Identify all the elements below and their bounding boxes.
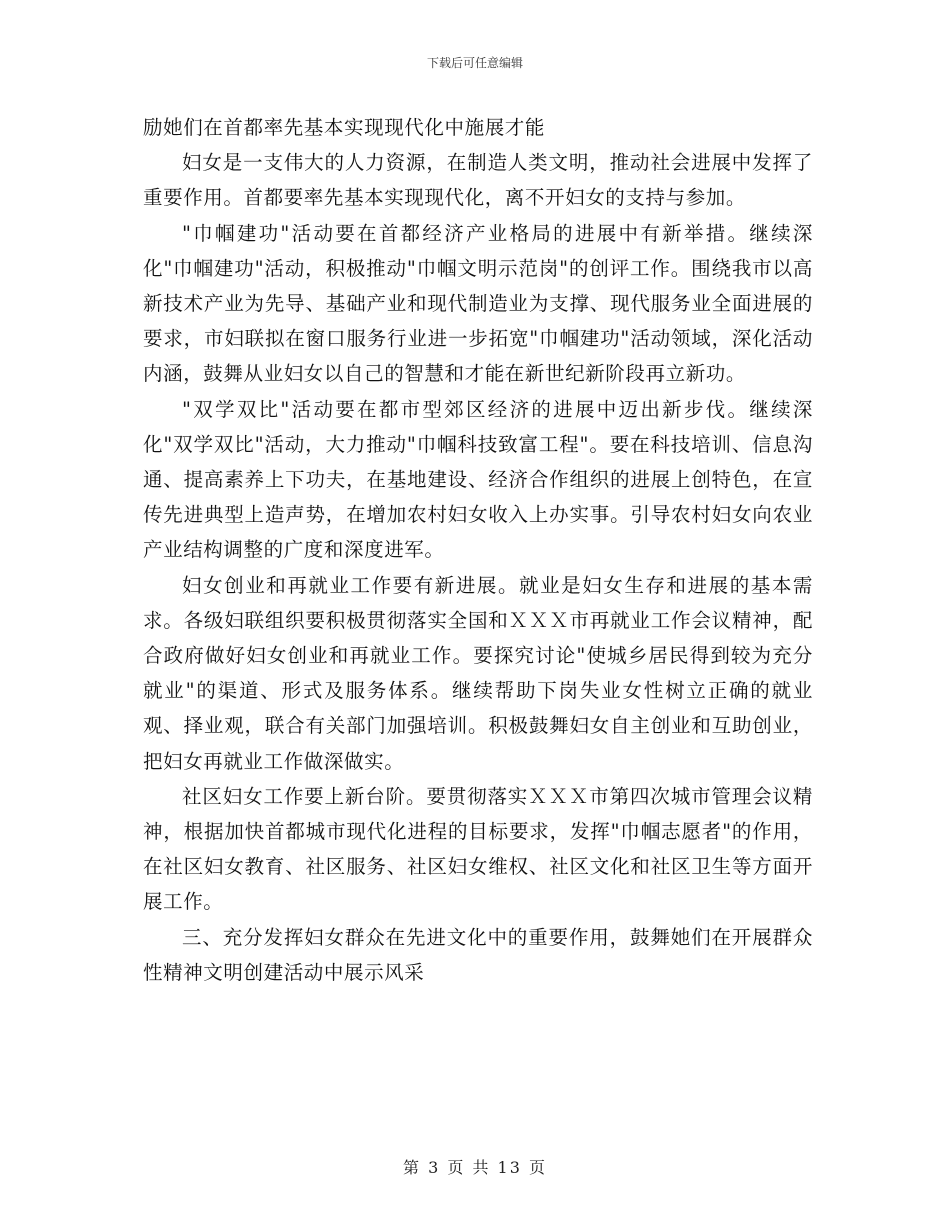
body-text [143, 110, 813, 990]
paragraph: 社区妇女工作要上新台阶。要贯彻落实ＸＸＸ市第四次城市管理会议精神，根据加快首都城市现代化进程的目标要求，发挥"巾帼志愿者"的作用，在社区妇女教育、社区服务、社区妇女维权、社区文化和社区卫生等方面开展工作。 [143, 784, 813, 914]
paragraph: "巾帼建功"活动要在首都经济产业格局的进展中有新举措。继续深化"巾帼建功"活动，积极推动"巾帼文明示范岗"的创评工作。围绕我市以高新技术产业为先导、基础产业和现代制造业为支撑、现代服务业全面进展的要求，市妇联拟在窗口服务行业进一步拓宽"巾帼建功"活动领域，深化活动内涵，鼓舞从业妇女以自己的智慧和才能在新世纪新阶段再立新功。 [143, 221, 813, 386]
section-heading: 三、充分发挥妇女群众在先进文化中的重要作用，鼓舞她们在开展群众性精神文明创建活动中展示风采 [143, 925, 813, 984]
paragraph: 妇女是一支伟大的人力资源，在制造人类文明，推动社会进展中发挥了重要作用。首都要率先基本实现现代化，离不开妇女的支持与参加。 [143, 151, 813, 210]
header-note: 下载后可任意编辑 [426, 56, 523, 70]
paragraph: "双学双比"活动要在都市型郊区经济的进展中迈出新步伐。继续深化"双学双比"活动，大力推动"巾帼科技致富工程"。要在科技培训、信息沟通、提高素养上下功夫，在基地建设、经济合作组织的进展上创特色，在宣传先进典型上造声势，在增加农村妇女收入上办实事。引导农村妇女向农业产业结构调整的广度和深度进军。 [143, 397, 813, 562]
page-number-footer: 第 3 页 共 13 页 [403, 1158, 547, 1177]
paragraph-continuation: 励她们在首都率先基本实现现代化中施展才能 [143, 116, 546, 139]
paragraph: 妇女创业和再就业工作要有新进展。就业是妇女生存和进展的基本需求。各级妇联组织要积极贯彻落实全国和ＸＸＸ市再就业工作会议精神，配合政府做好妇女创业和再就业工作。要探究讨论"使城乡居民得到较为充分就业"的渠道、形式及服务体系。继续帮助下岗失业女性树立正确的就业观、择业观，联合有关部门加强培训。积极鼓舞妇女自主创业和互助创业，把妇女再就业工作做深做实。 [143, 573, 813, 773]
